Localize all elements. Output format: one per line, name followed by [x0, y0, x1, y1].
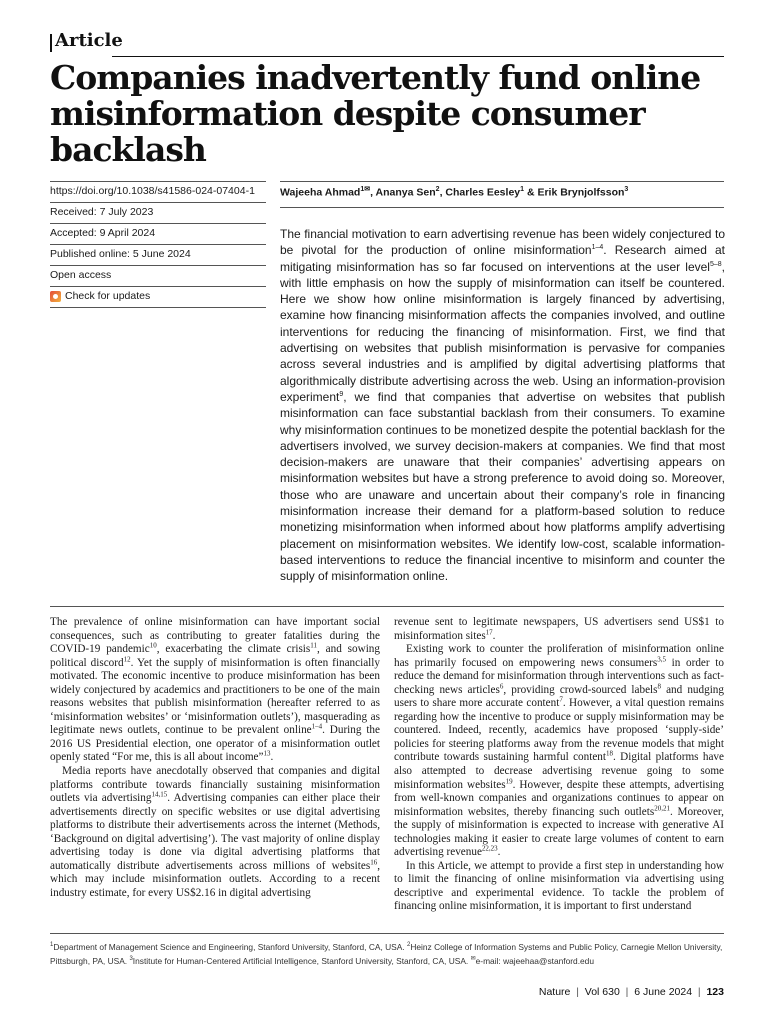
citation-superscript: 9 — [339, 390, 344, 398]
citation-superscript: 22,23 — [481, 844, 498, 853]
citation-superscript: 8 — [657, 682, 661, 690]
text-run: and nudging users to share more accurate content — [394, 683, 724, 710]
text-run: Heinz College of Information Systems and Public Policy, Carnegie Mellon University, Pittsburgh, PA, USA. — [50, 941, 723, 967]
abstract-rule — [280, 207, 724, 208]
author-separator: , — [439, 186, 446, 199]
text-run: revenue sent to legitimate newspapers, US advertisers send US$1 to misinformation sites — [394, 616, 724, 642]
citation-superscript: 2 — [406, 942, 411, 948]
text-run: . Moreover, the supply of misinformation is expected to increase with generative AI technologies making it easier to create large volumes of content to earn advertising revenue — [394, 805, 724, 859]
authors-rule — [280, 181, 724, 182]
check-updates-label: Check for updates — [65, 290, 151, 302]
accepted-date: Accepted: 9 April 2024 — [50, 223, 266, 244]
author-affiliation-marker: 1✉ — [360, 186, 371, 193]
check-for-updates-button[interactable] — [50, 286, 266, 308]
author-affiliation-marker: 3 — [624, 186, 629, 193]
text-run: , which may include misinformation outlets. According to a recent industry estimate, for every US$2.16 in digital advertising — [50, 859, 380, 899]
text-run: . — [497, 846, 501, 859]
citation-superscript: 7 — [559, 695, 563, 704]
text-run: . — [492, 629, 496, 642]
author-name[interactable]: Charles Eesley — [445, 186, 521, 199]
citation-superscript: 3 — [129, 956, 133, 963]
text-run: . — [270, 751, 274, 764]
citation-superscript: 1–4 — [591, 244, 604, 252]
citation-superscript: 10 — [149, 641, 157, 650]
text-run: , we find that companies that advertise on websites that publish misinformation can face substantial backlash from their consumers. To examine why misinformation continues to be monetized despite the potential backlash for the advertisers involved, we survey decision-makers at companies. We find that most decision-makers are unaware that their companies’ advertising appears on misinformation websites but have a strong preference to avoid doing so. Moreover, those who are unaware and uncertain about their company’s role in financing misinformation increase their demand for a platform-based solution to reduce monetizing misinformation when informed about how platforms amplify advertising placement on misinformation websites. We identify low-cost, scalable information-based interventions to reduce the financial incentive to misinform and counter the supply of misinformation online. — [280, 389, 725, 584]
abstract — [280, 226, 725, 585]
citation-superscript: 3,5 — [657, 654, 666, 663]
body-paragraph — [50, 765, 380, 900]
text-run: In this Article, we attempt to provide a first step in understanding how to limit the financing of online misinformation via advertising using descriptive and experimental evidence. To tackle the problem of financing online misinformation, it is important to first understand — [394, 859, 724, 913]
text-run: . Research aimed at mitigating misinformation has so far focused on interventions at the user level — [280, 243, 725, 274]
body-column-right — [394, 616, 724, 914]
volume: Vol 630 — [584, 986, 620, 998]
text-run: . However, a vital question remains regarding how the incentive to produce or supply misinformation may be countered. Indeed, recently, academics have proposed ‘supply-side’ policies for steering platforms away from the revenue models that might contribute towards sustaining harmful content — [394, 697, 724, 764]
text-run: , providing crowd-sourced labels — [503, 683, 658, 696]
open-access-label: Open access — [50, 265, 266, 286]
text-run: The financial motivation to earn advertising revenue has been widely conjectured to be pivotal for the production of online misinformation — [280, 227, 725, 258]
citation-superscript: 18 — [606, 749, 613, 758]
citation-superscript: 11 — [310, 641, 318, 650]
citation-superscript: 1–4 — [311, 722, 323, 731]
citation-superscript: 16 — [370, 858, 378, 867]
doi-link[interactable]: https://doi.org/10.1038/s41586-024-07404-1 — [50, 181, 266, 202]
body-paragraph — [394, 616, 724, 643]
received-date: Received: 7 July 2023 — [50, 202, 266, 223]
text-run: , with little emphasis on how the supply of misinformation can itself be countered. Here we show how online misinformation is largely financed by advertising, examine how financing misinformation affects the companies involved, and outline interventions for reducing the financing of misinformation. First, we find that advertising on websites that publish misinformation is pervasive for companies across several industries and is amplified by digital advertising platforms that algorithmically distribute advertising across the web. Using an information-provision experiment — [280, 259, 725, 404]
article-type-label: Article — [55, 30, 123, 51]
text-run: The prevalence of online misinformation can have important social consequences, such as contributing to greater fatalities during the COVID-19 pandemic — [50, 616, 380, 656]
text-run: . However, despite these attempts, advertising from well-known companies and organizations continues to appear on misinformation websites, thereby financing such outlets — [394, 778, 724, 818]
text-run: e-mail: wajeehaa@stanford.edu — [475, 956, 594, 967]
check-updates-icon — [50, 291, 61, 302]
folio-separator: | — [622, 986, 632, 998]
text-run: , exacerbating the climate crisis — [156, 643, 311, 656]
author-name[interactable]: Erik Brynjolfsson — [537, 186, 625, 199]
published-date: Published online: 5 June 2024 — [50, 244, 266, 265]
text-run: in order to reduce the demand for misinformation through interventions such as fact-checking news articles — [394, 656, 724, 696]
footnote-rule — [50, 933, 724, 934]
body-column-left — [50, 616, 380, 900]
text-run: . Advertising companies can either place their advertisements directly on specific websites or use digital advertising platforms to distribute their advertisements across the internet (Methods, ‘Background on digital advertising’). The vast majority of online display advertising today is done via digital advertising platforms that automatically distribute advertisements across millions of websites — [50, 792, 380, 872]
text-run: Existing work to counter the proliferation of misinformation online has primarily focused on empowering news consumers — [394, 643, 724, 669]
text-run: , and sowing political discord — [50, 643, 380, 669]
citation-superscript: 14,15 — [151, 790, 168, 799]
citation-superscript: 6 — [499, 682, 504, 690]
author-affiliation-marker: 2 — [435, 186, 440, 193]
header-rule — [112, 56, 724, 57]
page-folio — [539, 986, 724, 998]
citation-superscript: 17 — [485, 627, 493, 636]
author-name[interactable]: Wajeeha Ahmad — [280, 186, 361, 199]
article-metadata — [50, 181, 266, 308]
citation-superscript: 20,21 — [654, 803, 670, 812]
text-run: Institute for Human-Centered Artificial Intelligence, Stanford University, Stanford, CA, USA. — [132, 956, 471, 967]
author-separator: & — [524, 186, 538, 199]
citation-superscript: 5–8 — [709, 260, 722, 268]
issue-date: 6 June 2024 — [634, 986, 693, 998]
text-run: . During the 2016 US Presidential election, one operator of a misinformation outlet openly stated “For me, this is all about income” — [50, 724, 380, 764]
text-run: Department of Management Science and Engineering, Stanford University, Stanford, CA, USA. — [53, 941, 407, 952]
text-run: . Yet the supply of misinformation is often financially motivated. The economic incentive to produce misinformation has been widely conjectured by academics and practitioners to be one of the main reasons websites that publish misinformation (hereafter referred to as ‘misinformation websites’ or ‘misinformation outlets’), masquerading as legitimate news outlets, continue to be prevalent online — [50, 656, 380, 737]
citation-superscript: ✉ — [470, 956, 476, 963]
kicker-bar — [50, 34, 52, 52]
author-list — [280, 185, 628, 199]
author-separator: , — [370, 186, 376, 199]
affiliations-footnote — [50, 939, 724, 968]
text-run: Media reports have anecdotally observed that companies and digital platforms contribute towards financially sustaining misinformation outlets via advertising — [50, 765, 380, 805]
folio-separator: | — [573, 986, 582, 998]
page-number: 123 — [706, 986, 724, 998]
citation-superscript: 13 — [263, 749, 271, 758]
citation-superscript: 1 — [50, 942, 54, 948]
author-affiliation-marker: 1 — [520, 186, 525, 193]
folio-separator: | — [694, 986, 704, 998]
journal-name: Nature — [538, 986, 571, 998]
author-name[interactable]: Ananya Sen — [375, 186, 436, 199]
body-paragraph — [394, 643, 724, 860]
citation-superscript: 19 — [505, 776, 513, 785]
article-title: Companies inadvertently fund online misinformation despite consumer backlash — [50, 58, 701, 169]
section-rule — [50, 606, 724, 607]
citation-superscript: 12 — [123, 654, 131, 663]
body-paragraph — [394, 860, 724, 914]
body-paragraph — [50, 616, 380, 765]
text-run: . Digital platforms have also attempted to decrease advertising revenue going to some misinformation websites — [394, 751, 724, 791]
